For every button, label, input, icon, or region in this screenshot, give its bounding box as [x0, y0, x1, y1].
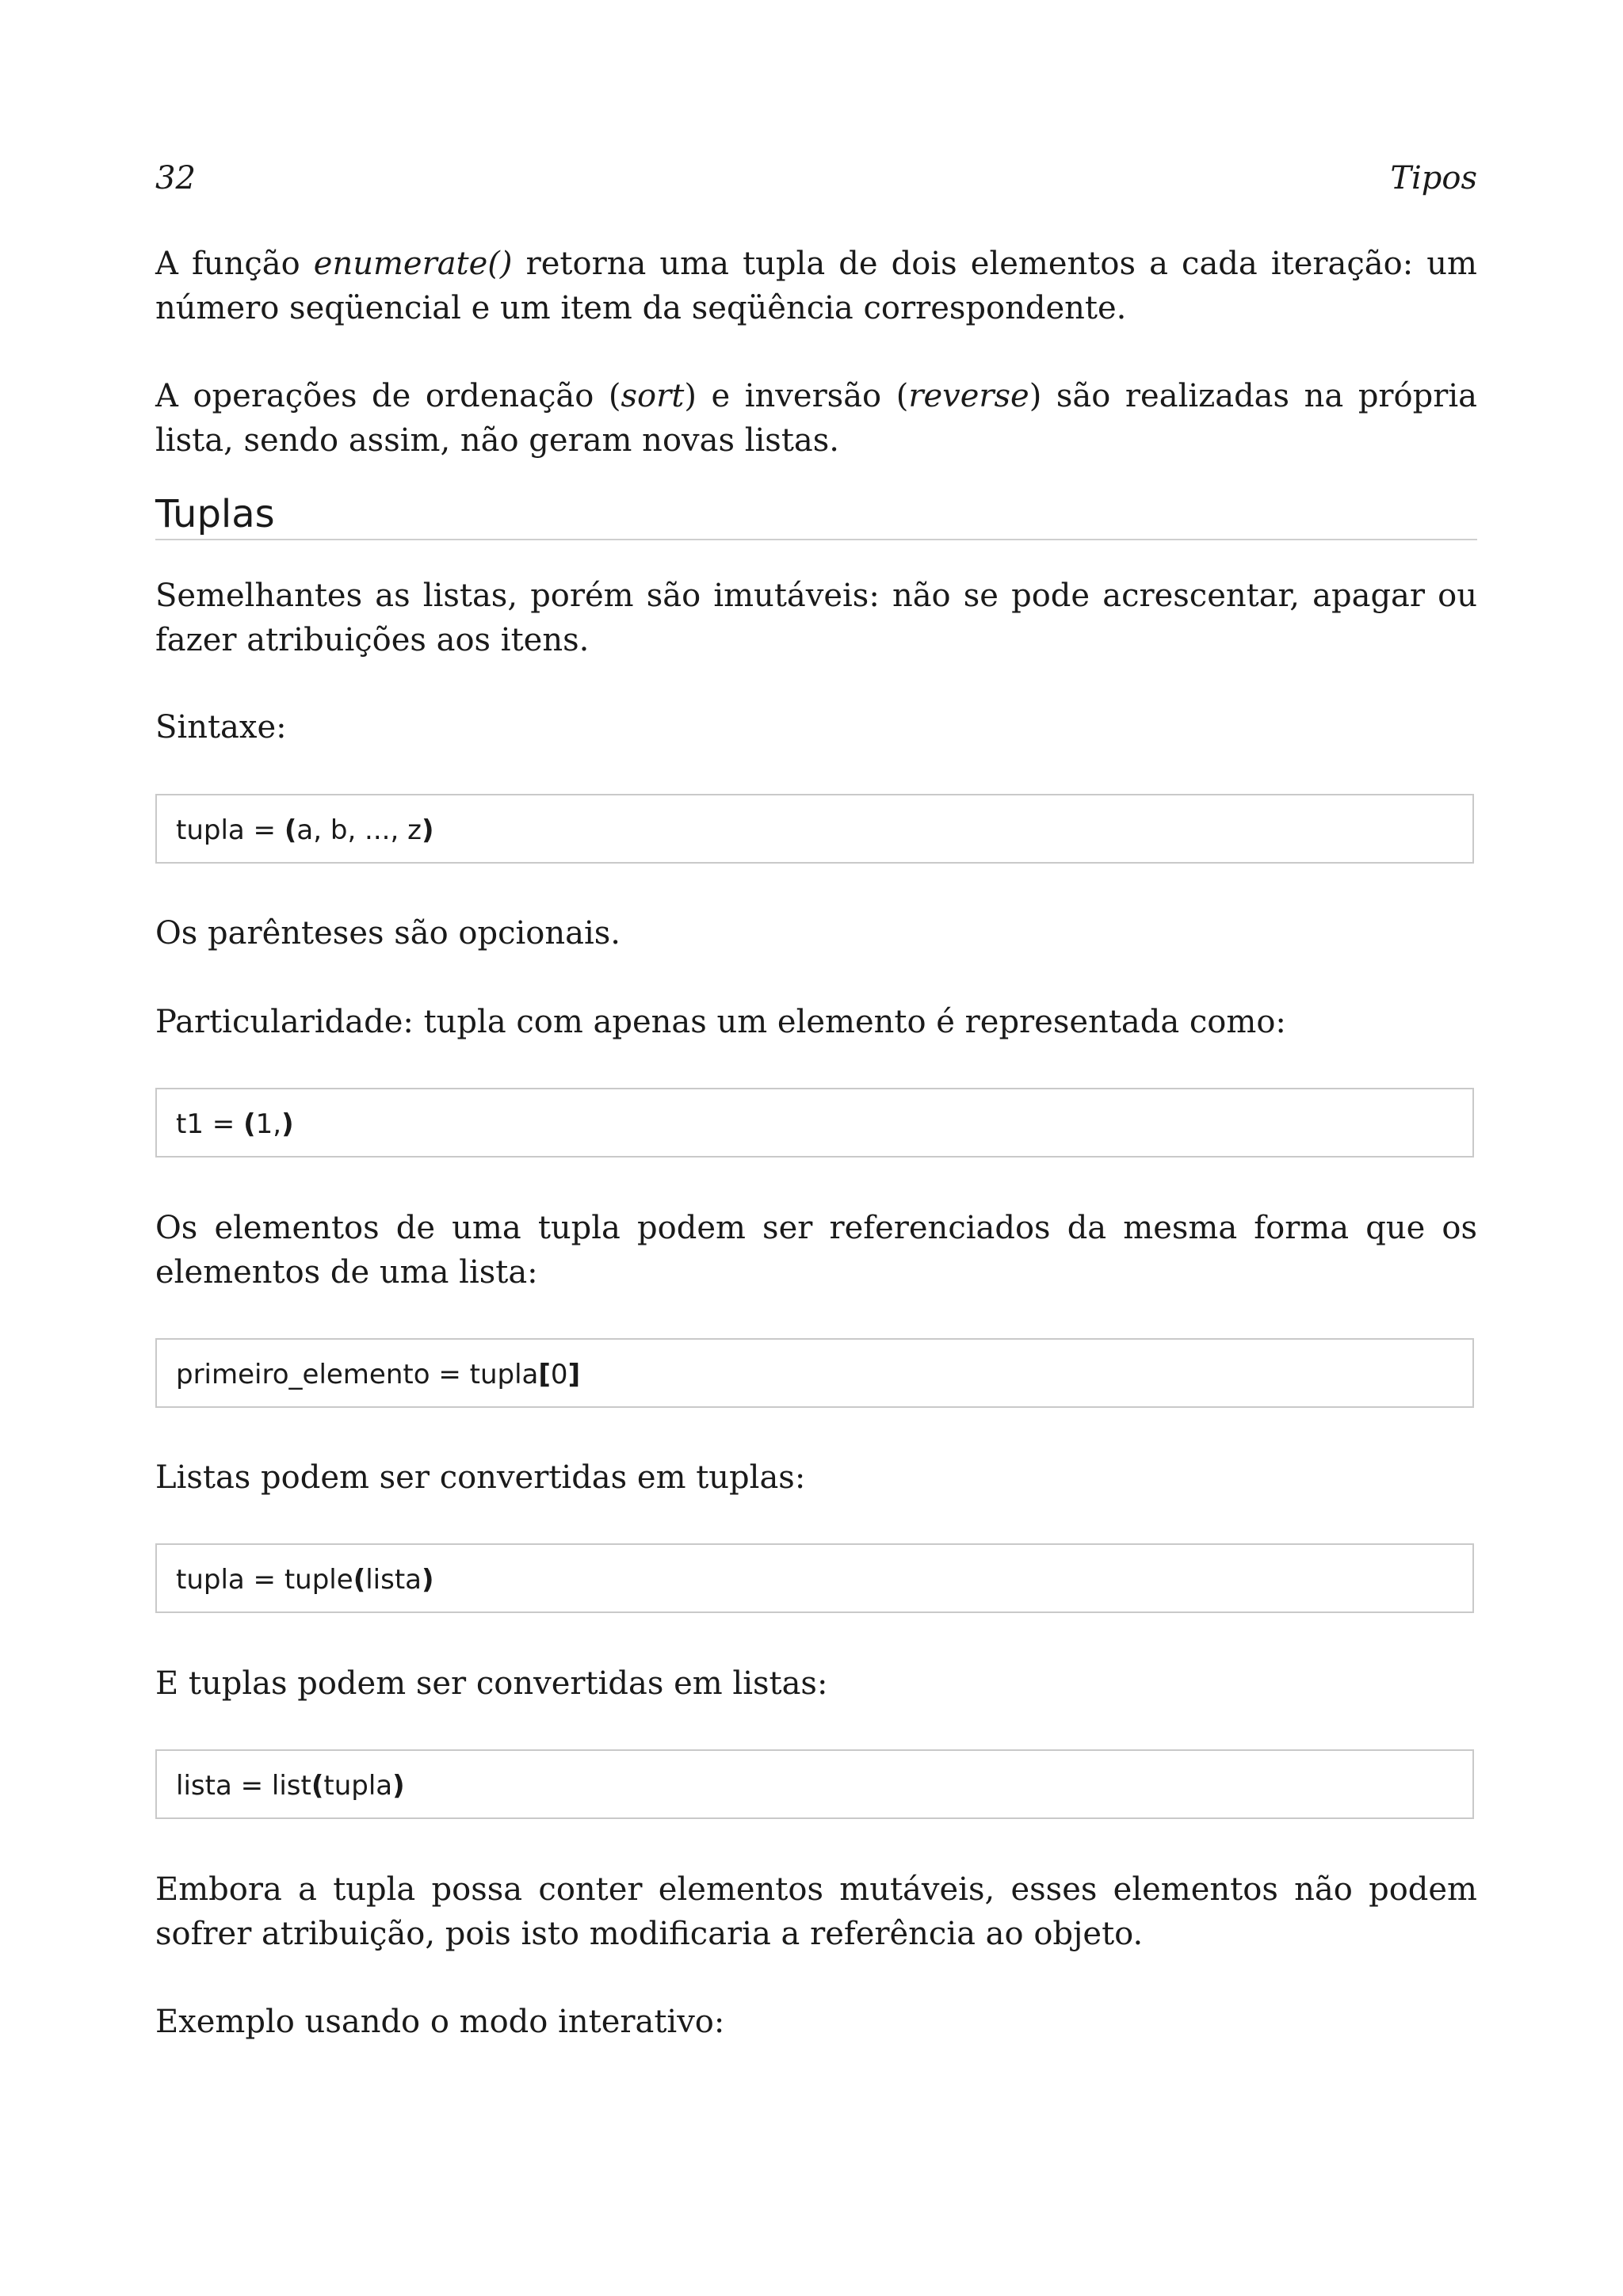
code-line [176, 1089, 294, 1159]
text-run: retorna uma tupla de dois elementos a cada iteração: um número seqüencial e um item da seqüência correspondente. [155, 246, 1477, 326]
code-bracket: ( [284, 814, 297, 846]
code-block-single-element [155, 1088, 1474, 1158]
code-line [176, 1751, 405, 1821]
function-name: enumerate() [313, 246, 513, 282]
code-bracket: ) [421, 814, 434, 846]
code-text: t1 = [176, 1108, 244, 1140]
code-text: tupla = tuple [176, 1564, 353, 1596]
term-reverse: reverse [908, 378, 1029, 414]
code-bracket: [ [538, 1359, 551, 1390]
code-line [176, 1340, 580, 1409]
code-text: 0 [550, 1359, 568, 1390]
text-run: A função [155, 246, 314, 282]
text-run: A operações de ordenação ( [155, 378, 621, 414]
paragraph-sintaxe: Sintaxe: [155, 709, 287, 746]
code-bracket: ( [353, 1564, 366, 1596]
paragraph-exemplo: Exemplo usando o modo interativo: [155, 2004, 725, 2040]
code-bracket: ( [243, 1108, 256, 1140]
paragraph-enumerate [155, 242, 1477, 330]
code-bracket: ) [392, 1770, 405, 1802]
paragraph-embora: Embora a tupla possa conter elementos mutáveis, esses elementos não podem sofrer atribuição, pois isto modificaria a referência ao objeto. [155, 1871, 1477, 1952]
code-line [176, 795, 434, 865]
code-block-to-list [155, 1749, 1474, 1819]
code-text: lista [365, 1564, 422, 1596]
paragraph-particularidade: Particularidade: tupla com apenas um elemento é representada como: [155, 1004, 1286, 1040]
paragraph-sort-reverse [155, 374, 1477, 463]
code-text: 1, [255, 1108, 282, 1140]
paragraph-parenteses: Os parênteses são opcionais. [155, 915, 621, 952]
text-run: ) são realizadas na própria lista, sendo assim, não geram novas listas. [155, 378, 1477, 459]
code-block-index [155, 1338, 1474, 1408]
paragraph-referenciados: Os elementos de uma tupla podem ser referenciados da mesma forma que os elementos de uma lista: [155, 1210, 1477, 1291]
code-text: tupla [323, 1770, 393, 1802]
paragraph-tuplas-listas: E tuplas podem ser convertidas em listas: [155, 1665, 828, 1702]
section-title: Tipos [1390, 160, 1477, 196]
code-line [176, 1545, 434, 1615]
page-number: 32 [155, 160, 196, 196]
code-text: tupla = [176, 814, 285, 846]
term-sort: sort [621, 378, 685, 414]
code-bracket: ( [311, 1770, 324, 1802]
paragraph-semelhantes: Semelhantes as listas, porém são imutáveis: não se pode acrescentar, apagar ou fazer atribuições aos itens. [155, 578, 1477, 658]
code-block-syntax [155, 794, 1474, 864]
paragraph-listas-tuplas: Listas podem ser convertidas em tuplas: [155, 1459, 806, 1496]
text-run: ) e inversão ( [684, 378, 909, 414]
section-heading: Tuplas [155, 490, 1477, 540]
running-head [155, 158, 1477, 198]
code-text: primeiro_elemento = tupla [176, 1359, 539, 1390]
code-bracket: ] [567, 1359, 581, 1390]
code-bracket: ) [281, 1108, 294, 1140]
code-block-to-tuple [155, 1543, 1474, 1613]
code-text: lista = list [176, 1770, 311, 1802]
code-text: a, b, ..., z [296, 814, 422, 846]
code-bracket: ) [422, 1564, 434, 1596]
